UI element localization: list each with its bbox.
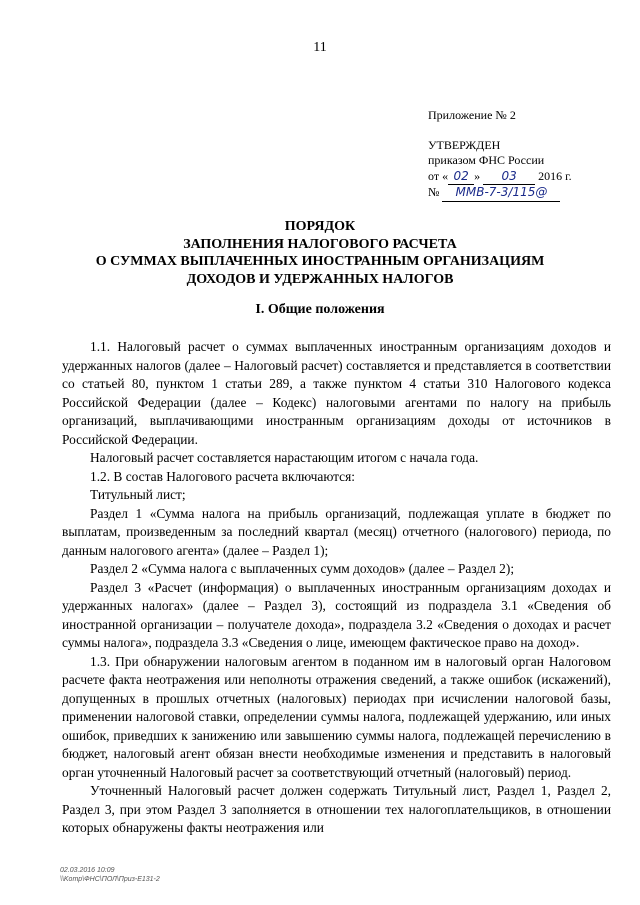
order-label: приказом ФНС России — [428, 153, 545, 167]
body-text — [62, 338, 611, 838]
paragraph: Раздел 1 «Сумма налога на прибыль организаций, подлежащая уплате в бюджет по выплатам, произведенным за последний квартал (месяц) отчетного (налогового) периода, по данным налогового агента» (далее – Раздел 1); — [62, 505, 611, 558]
handwritten-day: 02 — [448, 169, 474, 186]
paragraph: Налоговый расчет составляется нарастающим итогом с начала года. — [90, 450, 479, 465]
footer-stamp — [60, 866, 160, 884]
handwritten-month: 03 — [483, 169, 535, 186]
paragraph: Раздел 3 «Расчет (информация) о выплаченных иностранным организациям доходах и удержанных налогах» (далее – Раздел 3), состоящий из подраздела 3.1 «Сведения об иностранной организации – получателе дохода», подраздела 3.2 «Сведения о доходах и расчет суммы налога», подраздела 3.3 «Сведения о лице, имеющем фактическое право на доход». — [62, 579, 611, 650]
paragraph: 1.3. При обнаружении налоговым агентом в поданном им в налоговый орган Налоговом расчете факта неотражения или неполноты отражения сведений, а также ошибок (искажений), допущенных в прошлых отчетных (налоговых) периодах при исчислении налоговой базы, применении налоговой ставки, определении суммы налога, подлежащей удержанию, или иных ошибок, приведших к занижению или завышению суммы налога, подлежащей перечислению в бюджет, налоговый агент обязан внести необходимые изменения и представить в налоговый орган уточненный Налоговый расчет за соответствующий отчетный (налоговый) период. — [62, 653, 611, 780]
section-heading: I. Общие положения — [255, 302, 385, 317]
order-date: от « 02 » 03 2016 г. — [428, 169, 572, 186]
appendix-label: Приложение № 2 — [428, 108, 516, 122]
approval-block — [428, 108, 572, 202]
page-number: 11 — [313, 40, 327, 55]
document-title — [0, 218, 640, 288]
approved-label: УТВЕРЖДЕН — [428, 137, 501, 152]
title-line: ПОРЯДОК — [284, 219, 356, 234]
footer-path: \\Komp\ФНС\ПОЛ\Приз-Е131-2 — [60, 876, 160, 883]
title-line: О СУММАХ ВЫПЛАЧЕННЫХ ИНОСТРАННЫМ ОРГАНИЗАЦИЯМ — [95, 254, 545, 269]
paragraph: Титульный лист; — [90, 487, 186, 502]
paragraph: Раздел 2 «Сумма налога с выплаченных сумм доходов» (далее – Раздел 2); — [90, 561, 515, 576]
order-number: № ММВ-7-3/115@ — [428, 185, 572, 202]
handwritten-order-number: ММВ-7-3/115@ — [442, 185, 560, 202]
paragraph: Уточненный Налоговый расчет должен содержать Титульный лист, Раздел 1, Раздел 2, Раздел 3, при этом Раздел 3 заполняется в отношении тех налогоплательщиков, в отношении которых обнаружены факты неотражения или — [62, 783, 611, 835]
title-line: ЗАПОЛНЕНИЯ НАЛОГОВОГО РАСЧЕТА — [183, 236, 457, 252]
footer-timestamp: 02.03.2016 10:09 — [60, 867, 115, 874]
paragraph: 1.1. Налоговый расчет о суммах выплаченных иностранным организациям доходов и удержанных налогов (далее – Налоговый расчет) составляется и представляется в соответствии со статьей 80, пунктом 1 статьи 289, а также пунктом 4 статьи 310 Налогового кодекса Российской Федерации (далее – Кодекс) налоговыми агентами по налогу на прибыль организаций, выплачивающими иностранным организациям доходы от источников в Российской Федерации. — [62, 339, 611, 447]
title-line: ДОХОДОВ И УДЕРЖАННЫХ НАЛОГОВ — [186, 271, 454, 287]
paragraph: 1.2. В состав Налогового расчета включаются: — [90, 468, 355, 484]
